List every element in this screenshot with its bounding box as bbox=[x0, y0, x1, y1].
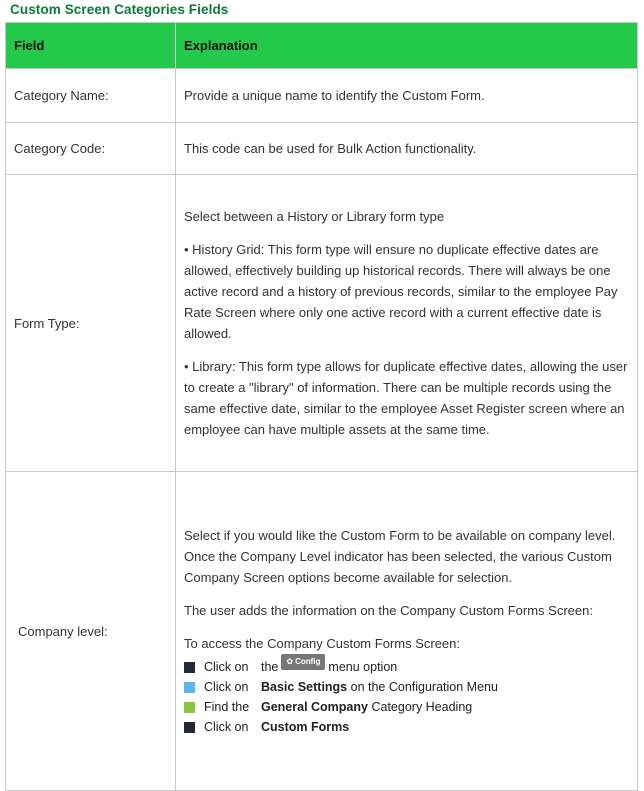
explanation-text: The user adds the information on the Company Custom Forms Screen: bbox=[184, 602, 593, 618]
field-explanation bbox=[176, 123, 638, 175]
step-prefix: Find the bbox=[204, 700, 250, 714]
field-explanation bbox=[176, 175, 638, 472]
step-prefix: Click on bbox=[204, 680, 249, 694]
explanation-text: Select between a History or Library form type bbox=[184, 209, 445, 224]
step-text: Category Heading bbox=[371, 700, 473, 714]
step-marker bbox=[184, 662, 195, 673]
step-bold-text: Basic Settings bbox=[261, 680, 348, 694]
header-field: Field bbox=[6, 23, 176, 69]
field-explanation bbox=[176, 472, 638, 791]
fields-table bbox=[5, 22, 638, 791]
field-name: Company level: bbox=[6, 472, 176, 791]
step-bold-text: Custom Forms bbox=[261, 720, 350, 734]
config-button-label: Config bbox=[295, 656, 321, 666]
step-item bbox=[184, 678, 629, 698]
step-item bbox=[184, 658, 629, 678]
step-marker bbox=[184, 722, 195, 733]
step-marker bbox=[184, 702, 195, 713]
table-header-row bbox=[6, 23, 638, 69]
table-row bbox=[6, 69, 638, 123]
field-name: Form Type: bbox=[6, 175, 176, 472]
field-name: Category Code: bbox=[6, 123, 176, 175]
field-explanation bbox=[176, 69, 638, 123]
step-item bbox=[184, 718, 629, 738]
explanation-text: To access the Company Custom Forms Screen: bbox=[184, 635, 460, 651]
explanation-text: Select if you would like the Custom Form to be available on company level. Once the Company Level indicator has been selected, the various Custom Company Screen options become available for selection. bbox=[184, 527, 616, 585]
header-explanation: Explanation bbox=[176, 23, 638, 69]
explanation-text: • History Grid: This form type will ensure no duplicate effective dates are allowed, effectively building up historical records. There will always be one active record and a history of previous records, similar to the employee Pay Rate Screen where only one active record with a current effective date is allowed. bbox=[184, 242, 618, 341]
step-bold-text: General Company bbox=[261, 700, 368, 714]
table-row bbox=[6, 123, 638, 175]
explanation-text: • Library: This form type allows for duplicate effective dates, allowing the user to create a "library" of information. There can be multiple records using the same effective date, similar to the employee Asset Register screen where an employee can have multiple assets at the same time. bbox=[184, 359, 628, 437]
explanation-text: Provide a unique name to identify the Custom Form. bbox=[184, 88, 485, 103]
step-prefix: Click on bbox=[204, 720, 249, 734]
gear-icon: ✿ bbox=[286, 656, 294, 666]
explanation-text: This code can be used for Bulk Action functionality. bbox=[184, 141, 477, 156]
step-text: on the Configuration Menu bbox=[350, 680, 498, 694]
step-item bbox=[184, 698, 629, 718]
step-text: menu option bbox=[328, 660, 398, 674]
access-steps bbox=[184, 658, 629, 738]
step-text: the bbox=[261, 660, 279, 674]
field-name: Category Name: bbox=[6, 69, 176, 123]
step-prefix: Click on bbox=[204, 660, 249, 674]
table-row bbox=[6, 472, 638, 791]
config-button bbox=[281, 654, 325, 670]
step-marker bbox=[184, 682, 195, 693]
table-row bbox=[6, 175, 638, 472]
page-title: Custom Screen Categories Fields bbox=[10, 2, 229, 17]
